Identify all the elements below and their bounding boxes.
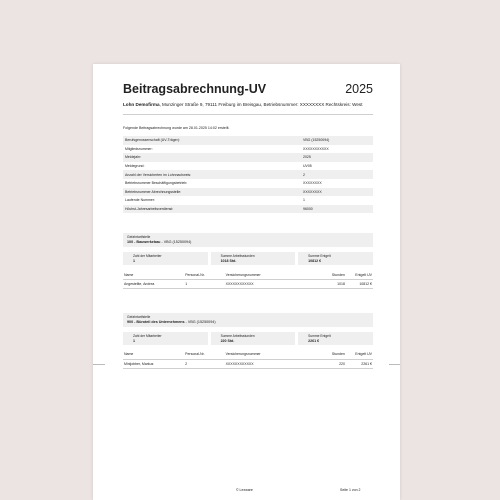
tarif-group: [123, 313, 373, 369]
employee-cell: 10812 €: [346, 279, 373, 288]
employee-cell: XXXXXXXXXXXX: [225, 359, 310, 368]
details-value: XXXXXXXX: [303, 181, 322, 186]
sum-label: Summe Arbeitsstunden: [220, 254, 255, 259]
company-name: Lohn Demofirma: [123, 102, 160, 107]
tarif-group: [123, 233, 373, 289]
details-label: Laufende Nummer:: [125, 198, 155, 203]
sum-label: Summe Entgelt: [308, 254, 331, 259]
details-label: Berufsgenossenschaft (UV-Träger):: [123, 136, 301, 145]
details-label: Betriebsnummer Abrechnungsstelle:: [123, 188, 301, 197]
details-row: [123, 170, 373, 179]
header-divider: [123, 114, 373, 115]
column-header: Personal-Nr.: [184, 350, 224, 359]
column-header: Personal-Nr.: [184, 270, 224, 279]
details-table: [123, 136, 373, 213]
details-value: 96000: [301, 205, 373, 214]
employee-header-row: [123, 270, 373, 279]
employee-table: [123, 350, 373, 369]
tarif-code: 100 - Bauwerkebau: [127, 240, 161, 245]
sum-value: 220 Std.: [220, 339, 235, 344]
employee-row: [123, 279, 373, 288]
details-row: [123, 196, 373, 205]
details-label: Betriebsnummer Beschäftigungsbetrieb:: [125, 181, 188, 186]
column-header: Name: [123, 350, 184, 359]
details-row: [123, 205, 373, 214]
details-label: Meldejahr:: [123, 153, 301, 162]
sum-label: Summe Entgelt: [308, 334, 331, 339]
column-header: Versicherungsnummer: [225, 270, 310, 279]
details-value: XXXXXXXXXXX: [303, 146, 329, 151]
sum-box: [123, 332, 208, 345]
details-label: Anzahl der Versicherten im Lohnnachweis:: [123, 170, 301, 179]
employee-row: [123, 359, 373, 368]
tarif-value: [127, 320, 369, 324]
tarif-suffix: - VBG (15250094): [160, 240, 192, 245]
sum-label: Zahl der Mitarbeiter: [133, 254, 162, 259]
tarif-label: Gefahrtarifstelle: [127, 235, 151, 240]
details-value: UV05: [303, 164, 312, 169]
tarif-header: [123, 233, 373, 247]
details-value: 2025: [301, 153, 373, 162]
column-header: Entgelt UV: [346, 350, 373, 359]
column-header: Stunden: [309, 270, 346, 279]
fold-mark-right: [389, 364, 400, 365]
sum-box: [123, 252, 208, 265]
details-row: [123, 136, 373, 145]
sum-label: Summe Arbeitsstunden: [220, 334, 255, 339]
employee-cell: XXXXXXXXXXXX: [225, 279, 310, 288]
tarif-label: Gefahrtarifstelle: [127, 315, 151, 320]
tarif-value: [127, 240, 369, 244]
employee-cell: 1: [184, 279, 224, 288]
document-page: [93, 64, 400, 500]
details-label: Mitgliedsnummer:: [125, 146, 153, 151]
sum-value: 1018 Std.: [220, 259, 237, 264]
tarif-code: 900 - Büroteil des Unternehmens: [127, 320, 185, 325]
employee-cell: Minijobber, Markus: [123, 359, 184, 368]
document-title: Beitragsabrechnung-UV: [123, 82, 267, 96]
sum-value: 1: [133, 339, 135, 344]
details-value: VBG (15250094): [301, 136, 373, 145]
sum-label: Zahl der Mitarbeiter: [133, 334, 162, 339]
details-row: [123, 145, 373, 154]
column-header: Versicherungsnummer: [225, 350, 310, 359]
sum-value: 2261 €: [308, 339, 320, 344]
employee-cell: 2261 €: [346, 359, 373, 368]
details-row: [123, 188, 373, 197]
employee-cell: 1018: [309, 279, 346, 288]
details-value: XXXXXXXX: [301, 188, 373, 197]
footer-page-number: Seite 1 von 2: [340, 488, 361, 492]
employee-cell: Angestellte, Andrea: [123, 279, 184, 288]
sum-box: [298, 332, 373, 345]
tarif-sums: [123, 252, 373, 265]
column-header: Stunden: [309, 350, 346, 359]
employee-cell: 220: [309, 359, 346, 368]
intro-text: Folgende Beitragsabrechnung wurde am 28.01.2025 14:02 erstellt.: [123, 126, 230, 130]
fold-mark-left: [93, 364, 105, 365]
sum-box: [298, 252, 373, 265]
employee-cell: 2: [184, 359, 224, 368]
company-address-line: , Munzinger Straße 9, 79111 Freiburg im Breisgau, Betriebsnummer: XXXXXXXX Rechtskreis: West: [159, 102, 363, 107]
tarif-header: [123, 313, 373, 327]
details-row: [123, 179, 373, 188]
sum-value: 10812 €: [308, 259, 322, 264]
details-value: 2: [301, 170, 373, 179]
column-header: Entgelt UV: [346, 270, 373, 279]
column-header: Name: [123, 270, 184, 279]
details-label: Meldegrund:: [125, 164, 145, 169]
sum-box: [211, 252, 296, 265]
employee-table: [123, 270, 373, 289]
document-year: 2025: [345, 82, 373, 96]
title-row: [123, 82, 373, 96]
sum-box: [211, 332, 296, 345]
document-content: [123, 82, 373, 369]
tarif-suffix: - VBG (15250094): [184, 320, 216, 325]
footer-brand: © Lexware: [236, 488, 253, 492]
tarif-sums: [123, 332, 373, 345]
details-row: [123, 153, 373, 162]
employee-header-row: [123, 350, 373, 359]
sum-value: 1: [133, 259, 135, 264]
company-address: [123, 102, 373, 108]
details-row: [123, 162, 373, 171]
details-value: 1: [303, 198, 305, 203]
details-label: Höchst-Jahresarbeitsverdienst:: [123, 205, 301, 214]
